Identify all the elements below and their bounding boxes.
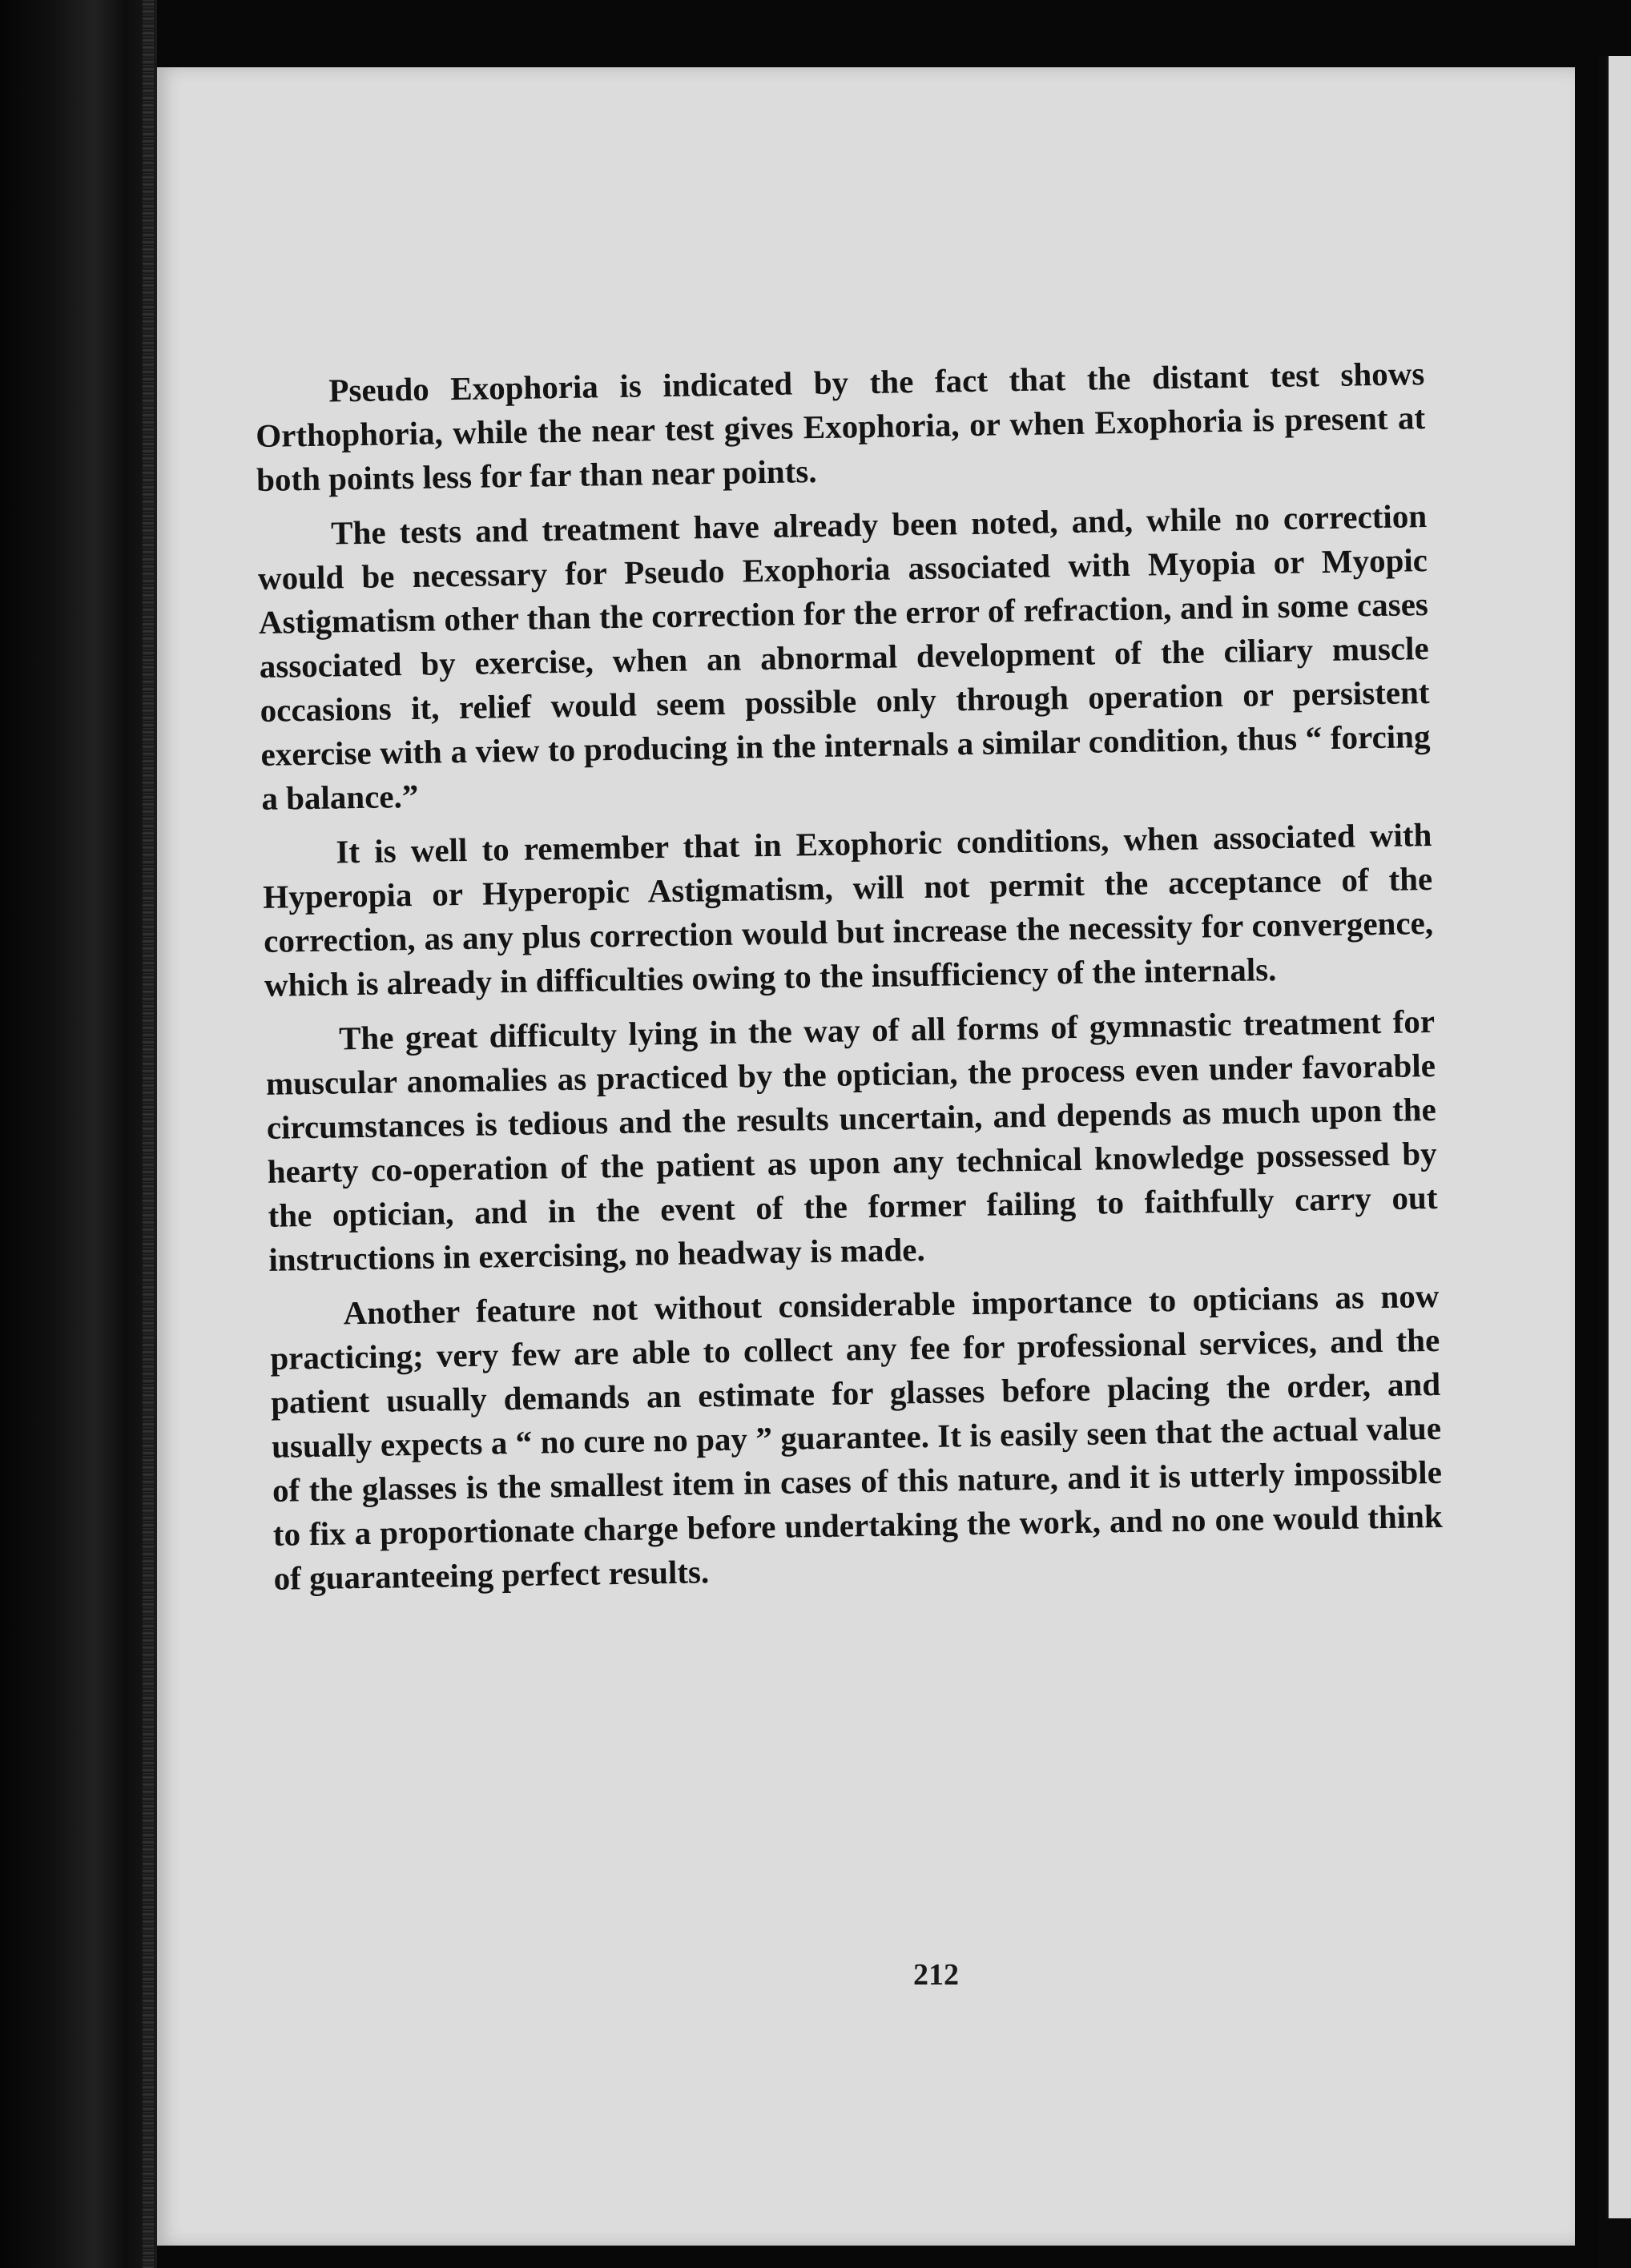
page-number: 212 (913, 1958, 959, 1992)
microfilm-left-margin (0, 0, 157, 2268)
paragraph-5: Another feature not without considerable importance to opticians as now practicing; very few are able to collect any fee for professional services, and the patient usually demands an estimate for glasses before placing the order, and usually expects a “ no cure no pay ” guarantee. It is easily seen that the actual value of the glasses is the smallest item in cases of this nature, and it is utterly impossible to fix a proportionate charge before undertaking the work, and no one would think of guaranteeing perfect results. (270, 1277, 1444, 1597)
adjacent-page-edge (1606, 56, 1631, 2218)
body-text (255, 352, 1444, 1611)
paragraph-4: The great difficulty lying in the way of all forms of gymnastic treatment for muscular anomalies as practiced by the optician, the process even under favorable circumstances is tedious and the results uncertain, and depends as much upon the hearty co-operation of the patient as upon any technical knowledge possessed by the optician, and in the event of the former failing to faithfully carry out instructions in exercising, no headway is made. (265, 1002, 1438, 1278)
paragraph-1: Pseudo Exophoria is indicated by the fact that the distant test shows Orthophoria, while the near test gives Exophoria, or when Exophoria is present at both points less for far than near points. (255, 355, 1426, 498)
paragraph-2: The tests and treatment have already been noted, and, while no correction would be necessary for Pseudo Exophoria associated with Myopia or Myopic Astigmatism other than the correction for the error of refraction, and in some cases associated by exercise, when an abnormal development of the ciliary muscle occasions it, relief would seem possible only through operation or persistent exercise with a view to producing in the internals a similar condition, thus “ forcing a balance.” (257, 497, 1431, 817)
paragraph-3: It is well to remember that in Exophoric conditions, when associated with Hyperopia or Hyperopic Astigmatism, will not permit the acceptance of the correction, as any plus correction would but increase the necessity for convergence, which is already in difficulties owing to the insufficiency of the internals. (262, 815, 1434, 1003)
